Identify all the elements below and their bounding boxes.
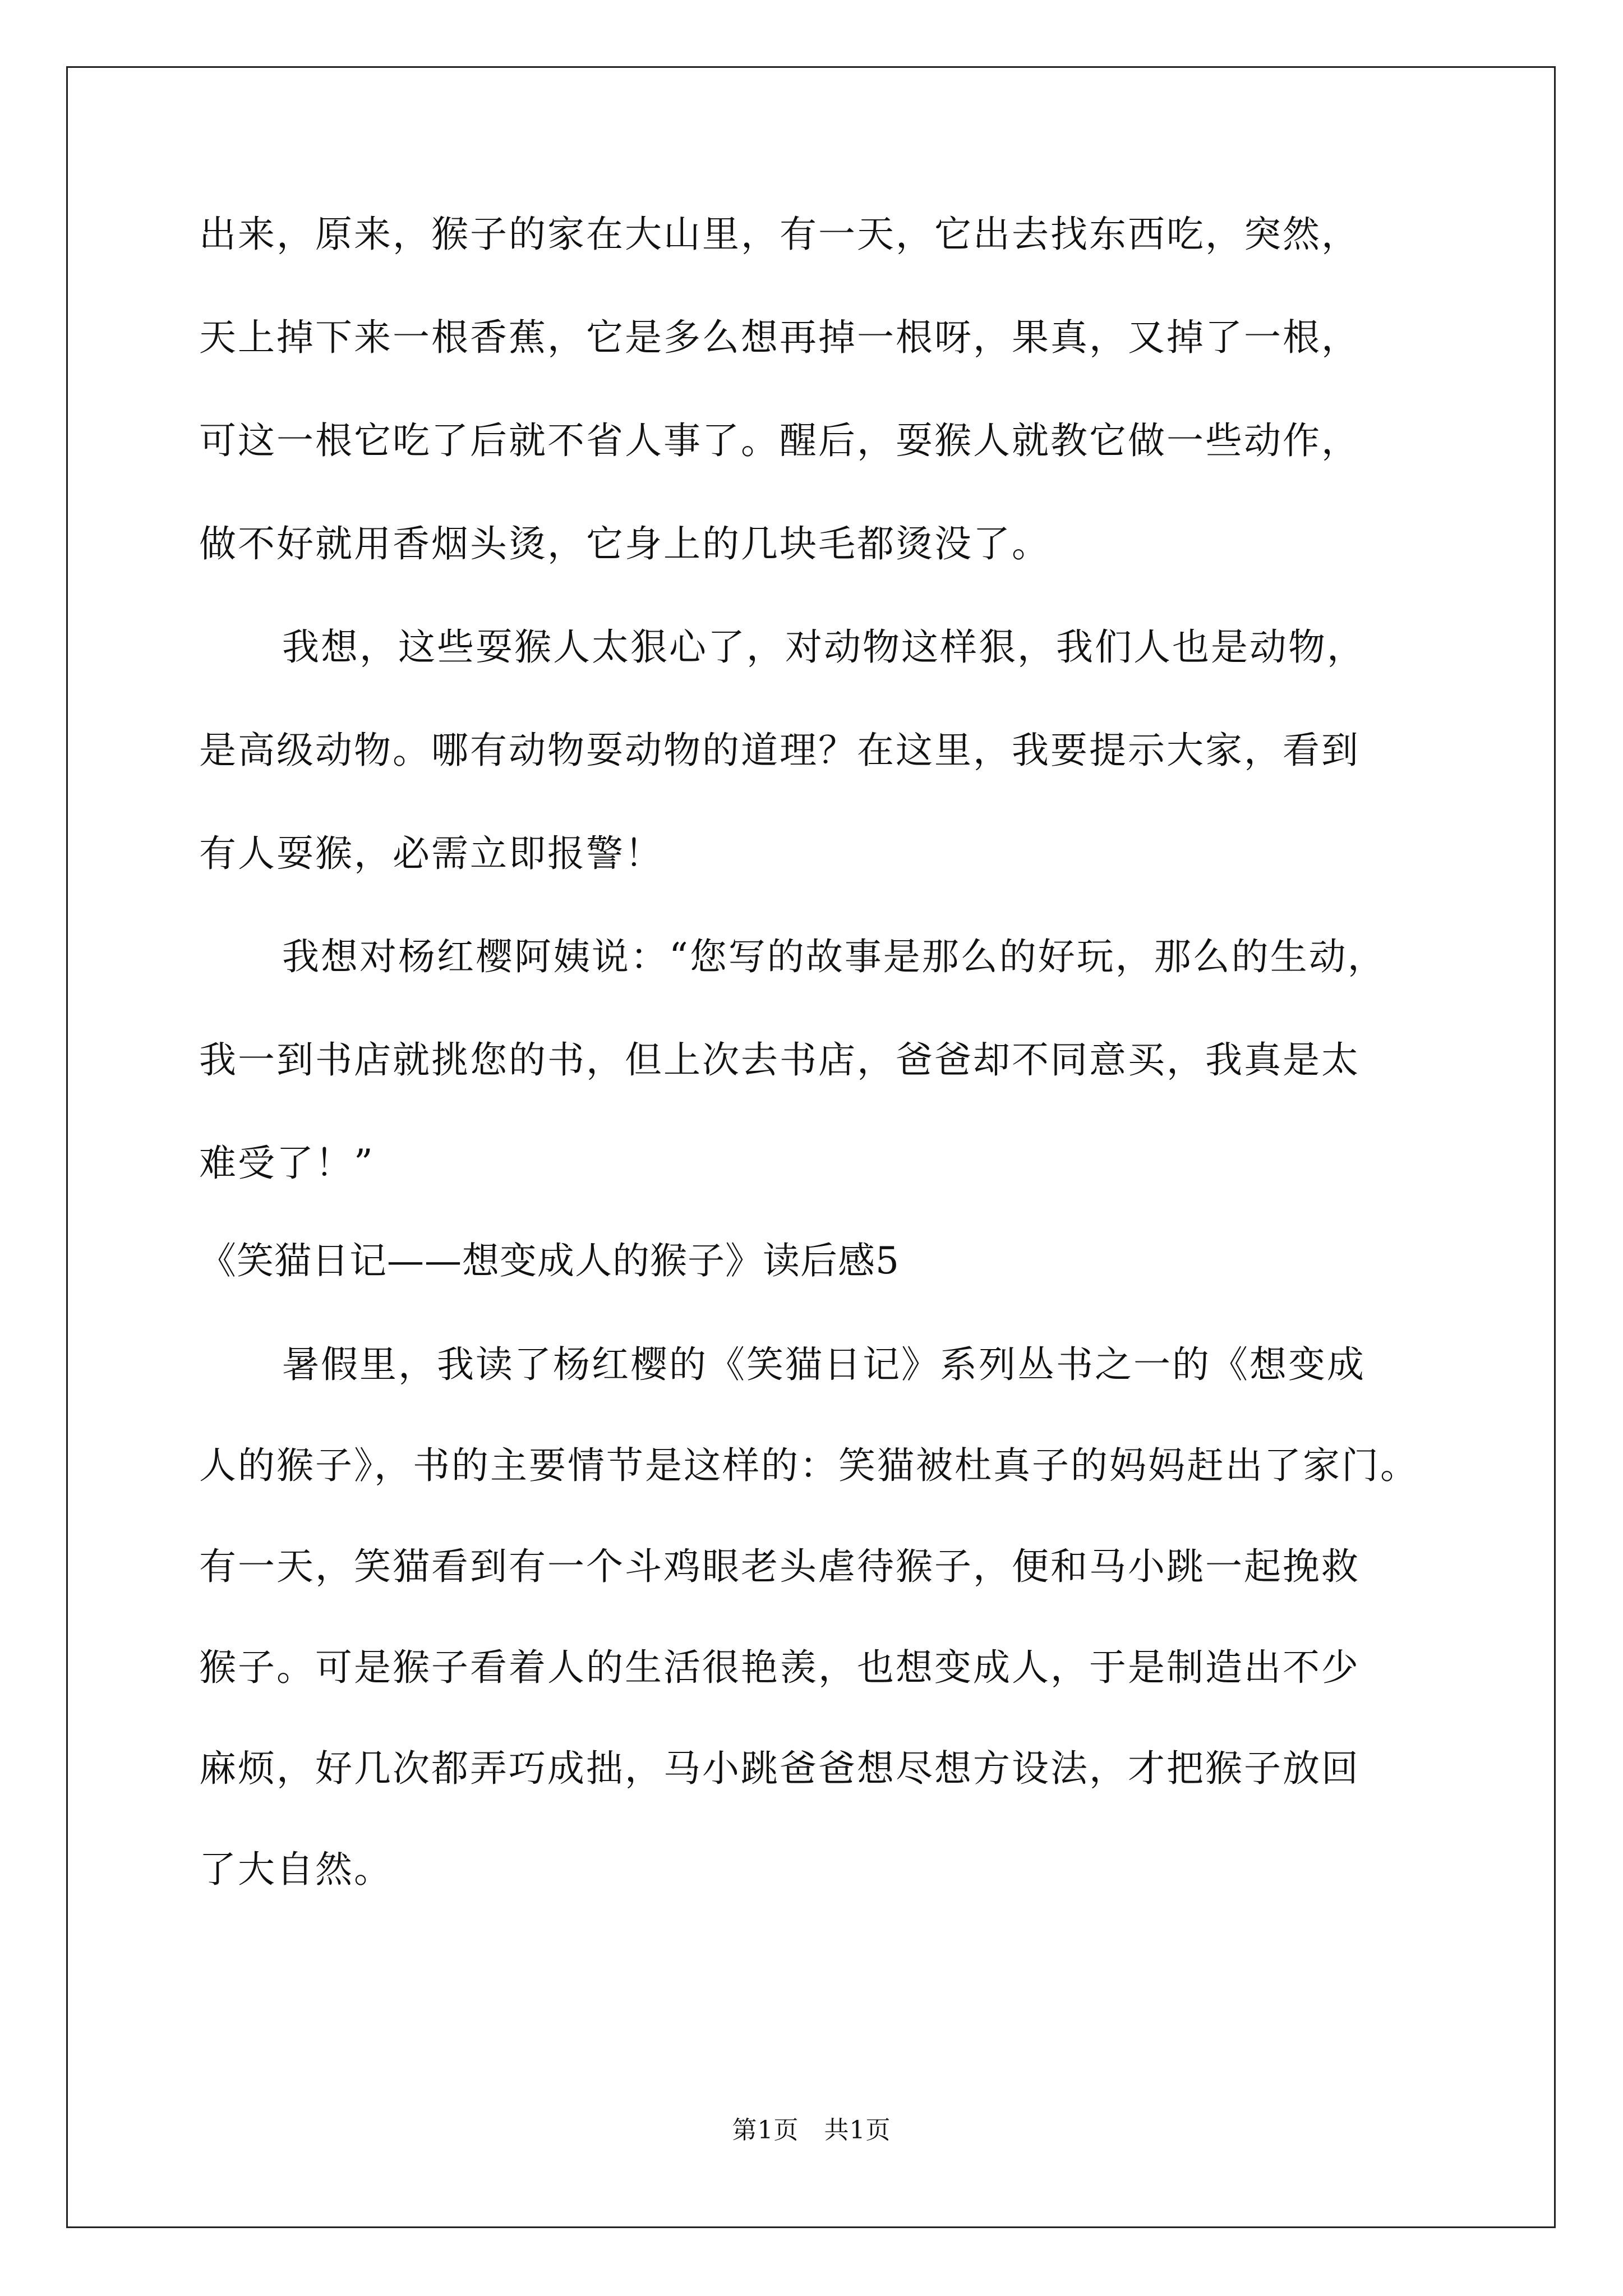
page-total: 共1页 [824, 2116, 891, 2145]
paragraph-2-line-2: 是高级动物。哪有动物耍动物的道理？在这里，我要提示大家，看到 [199, 729, 1360, 772]
paragraph-4-line-6: 了大自然。 [199, 1848, 393, 1891]
paragraph-2-line-1: 我想，这些耍猴人太狠心了，对动物这样狠，我们人也是动物， [282, 625, 1366, 669]
paragraph-4-line-4: 猴子。可是猴子看着人的生活很艳羡，也想变成人，于是制造出不少 [199, 1646, 1360, 1689]
paragraph-3-line-2: 我一到书店就挑您的书，但上次去书店，爸爸却不同意买，我真是太 [199, 1038, 1360, 1082]
page-footer [0, 2118, 1623, 2143]
paragraph-1-line-2: 天上掉下来一根香蕉，它是多么想再掉一根呀，果真，又掉了一根， [199, 316, 1360, 359]
paragraph-1-line-1: 出来，原来，猴子的家在大山里，有一天，它出去找东西吃，突然， [199, 213, 1360, 256]
paragraph-3-line-3: 难受了！” [199, 1142, 375, 1185]
paragraph-4-line-5: 麻烦，好几次都弄巧成拙，马小跳爸爸想尽想方设法，才把猴子放回 [199, 1747, 1360, 1790]
paragraph-1-line-4: 做不好就用香烟头烫，它身上的几块毛都烫没了。 [199, 522, 1050, 565]
paragraph-4-line-3: 有一天，笑猫看到有一个斗鸡眼老头虐待猴子，便和马小跳一起挽救 [199, 1545, 1360, 1588]
paragraph-3-line-1: 我想对杨红樱阿姨说：“您写的故事是那么的好玩，那么的生动， [282, 935, 1386, 978]
paragraph-1-line-3: 可这一根它吃了后就不省人事了。醒后，耍猴人就教它做一些动作， [199, 419, 1360, 462]
paragraph-4-line-1: 暑假里，我读了杨红樱的《笑猫日记》系列丛书之一的《想变成 [282, 1343, 1366, 1386]
paragraph-2-line-3: 有人耍猴，必需立即报警！ [199, 832, 663, 875]
section-heading: 《笑猫日记——想变成人的猴子》读后感5 [199, 1239, 900, 1282]
page-number: 第1页 [732, 2116, 799, 2145]
paragraph-4-line-2: 人的猴子》，书的主要情节是这样的：笑猫被杜真子的妈妈赶出了家门。 [199, 1444, 1419, 1487]
